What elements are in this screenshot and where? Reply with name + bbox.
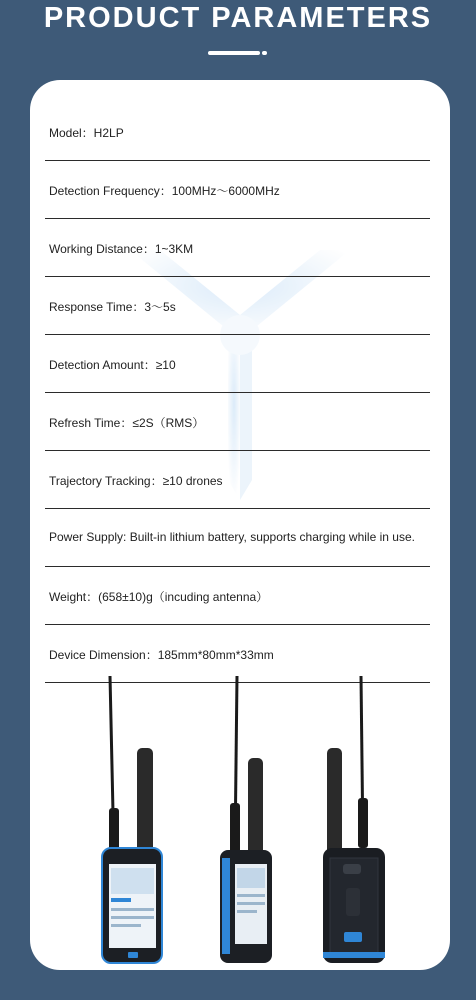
spec-row-frequency [45,161,430,219]
spec-row-amount [45,335,430,393]
spec-model: Model：H2LP [49,126,124,140]
spec-row-distance [45,219,430,277]
page-title: PRODUCT PARAMETERS [43,2,433,34]
handheld-detector-back-icon [323,676,385,963]
spec-detection-frequency: Detection Frequency：100MHz～6000MHz [49,184,280,198]
spec-row-weight [45,567,430,625]
spec-row-refresh [45,393,430,451]
spec-response-time: Response Time：3～5s [49,300,176,314]
spec-detection-amount: Detection Amount：≥10 [49,358,176,372]
parameters-card [30,80,450,970]
spec-working-distance: Working Distance：1~3KM [49,242,194,256]
handheld-detector-front-icon [102,676,162,963]
spec-row-response [45,277,430,335]
spec-device-dimension: Device Dimension：185mm*80mm*33mm [49,648,274,662]
spec-refresh-time: Refresh Time：≤2S（RMS） [49,416,205,430]
title-underline [208,51,260,55]
handheld-detector-side-icon [220,676,272,963]
spec-row-tracking [45,451,430,509]
spec-weight: Weight：(658±10)g（incuding antenna） [49,590,269,604]
spec-row-power [45,509,430,567]
spec-power-supply: Power Supply: Built-in lithium battery, supports charging while in use. [49,530,415,544]
spec-list [30,103,450,683]
spec-row-model [45,103,430,161]
title-dot [262,51,267,55]
spec-trajectory-tracking: Trajectory Tracking：≥10 drones [49,474,223,488]
device-images [30,668,450,968]
